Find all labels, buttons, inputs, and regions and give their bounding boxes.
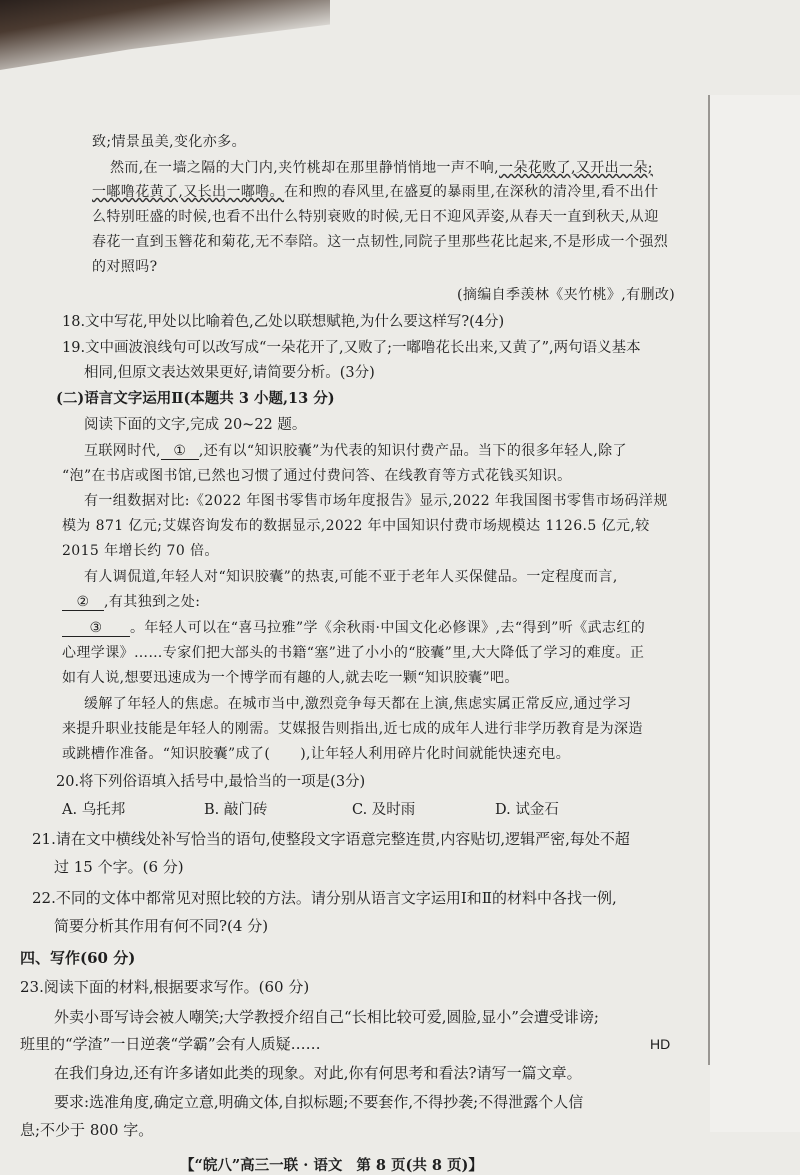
option-b: B. 敲门砖 [204, 802, 268, 818]
passage2-line [62, 617, 645, 637]
question-23: 23.阅读下面的材料,根据要求写作。(60 分) [20, 978, 310, 996]
passage-text: 或跳槽作准备。“知识胶囊”成了( [62, 746, 271, 762]
passage2-line: 模为 871 亿元;艾媒咨询发布的数据显示,2022 年中国知识付费市场规模达 1126.5 亿元,较 [62, 518, 650, 534]
passage-line: 致;情景虽美,变化亦多。 [92, 134, 246, 150]
question-20-options [62, 798, 559, 819]
passage-text: ),让年轻人利用碎片化时间就能快速充电。 [300, 746, 571, 762]
blank-3: ③ [62, 620, 130, 637]
passage2-line: “泡”在书店或图书馆,已然也习惯了通过付费问答、在线教育等方式花钱买知识。 [62, 468, 572, 484]
material-line: 外卖小哥写诗会被人嘲笑;大学教授介绍自己“长相比较可爱,圆脸,显小”会遭受诽谤; [54, 1008, 599, 1026]
passage-text: ,有其独到之处: [104, 594, 201, 610]
material-line: 在我们身边,还有许多诸如此类的现象。对此,你有何思考和看法?请写一篇文章。 [54, 1064, 582, 1082]
option-a: A. 乌托邦 [62, 802, 126, 818]
passage-text: 。年轻人可以在“喜马拉雅”学《余秋雨·中国文化必修课》,去“得到”听《武志红的 [130, 620, 646, 636]
blank-1: ① [161, 443, 199, 460]
blank-2: ② [62, 594, 104, 611]
page-footer [180, 1154, 483, 1175]
passage2-line: 有人调侃道,年轻人对“知识胶囊”的热衷,可能不亚于老年人买保健品。一定程度而言, [84, 569, 618, 585]
photo-shadow [0, 0, 330, 70]
question-22-line: 22.不同的文体中都常见对照比较的方法。请分别从语言文字运用Ⅰ和Ⅱ的材料中各找一例, [32, 889, 617, 907]
next-page-edge [710, 95, 800, 1132]
question-19-line: 19.文中画波浪线句可以改写成“一朵花开了,又败了;一嘟噜花长出来,又黄了”,两句语义基本 [62, 340, 641, 356]
section-4-title: 四、写作(60 分) [20, 949, 136, 967]
requirement-line: 息;不少于 800 字。 [20, 1121, 154, 1139]
material-line: 班里的“学渣”一日逆袭“学霸”会有人质疑…… [20, 1035, 321, 1053]
passage-text: 然而,在一墙之隔的大门内,夹竹桃却在那里静悄悄地一声不响, [110, 160, 499, 176]
footer-label: 【“皖八”高三一联 · 语文 [180, 1157, 343, 1174]
passage2-line [84, 440, 627, 460]
passage-source: (摘编自季羡林《夹竹桃》,有删改) [457, 287, 676, 303]
question-19-line: 相同,但原文表达效果更好,请简要分析。(3分) [84, 365, 375, 381]
wavy-underline-text: 一嘟噜花黄了,又长出一嘟噜。 [92, 184, 285, 200]
passage2-line [62, 591, 200, 611]
passage-line [92, 181, 659, 201]
question-21-line: 21.请在文中横线处补写恰当的语句,使整段文字语意完整连贯,内容贴切,逻辑严密,每处不超 [32, 830, 630, 848]
section-2-instruction: 阅读下面的文字,完成 20~22 题。 [84, 417, 307, 433]
passage-text: 互联网时代, [84, 443, 161, 459]
passage-line: 么特别旺盛的时候,也看不出什么特别衰败的时候,无日不迎风弄姿,从春天一直到秋天,从迎 [92, 209, 659, 225]
footer-code: HD [650, 1036, 671, 1052]
passage-line: 的对照吗? [92, 259, 158, 275]
question-18: 18.文中写花,甲处以比喻着色,乙处以联想赋艳,为什么要这样写?(4分) [62, 314, 505, 330]
section-2-title: (二)语言文字运用Ⅱ(本题共 3 小题,13 分) [56, 390, 335, 407]
passage-text: 在和煦的春风里,在盛夏的暴雨里,在深秋的清冷里,看不出什 [284, 184, 659, 200]
requirement-line: 要求:选准角度,确定立意,明确文体,自拟标题;不要套作,不得抄袭;不得泄露个人信 [54, 1093, 584, 1111]
passage-text: ,还有以“知识胶囊”为代表的知识付费产品。当下的很多年轻人,除了 [198, 443, 627, 459]
option-c: C. 及时雨 [352, 802, 416, 818]
passage2-line: 缓解了年轻人的焦虑。在城市当中,激烈竞争每天都在上演,焦虑实属正常反应,通过学习 [84, 696, 632, 712]
passage2-line [62, 743, 570, 763]
question-21-line: 过 15 个字。(6 分) [54, 858, 184, 876]
passage-line [110, 157, 653, 177]
wavy-underline-text: 一朵花败了,又开出一朵; [498, 160, 653, 176]
footer-page-number: 第 8 页(共 8 页)】 [356, 1157, 483, 1174]
page-fold-line [708, 95, 710, 1065]
passage2-line: 如有人说,想要迅速成为一个博学而有趣的人,就去吃一颗“知识胶囊”吧。 [62, 670, 519, 686]
question-20: 20.将下列俗语填入括号中,最恰当的一项是(3分) [56, 774, 366, 790]
passage-line: 春花一直到玉簪花和菊花,无不奉陪。这一点韧性,同院子里那些花比起来,不是形成一个强烈 [92, 234, 669, 250]
passage2-line: 有一组数据对比:《2022 年图书零售市场年度报告》显示,2022 年我国图书零售市场码洋规 [84, 493, 668, 509]
passage2-line: 2015 年增长约 70 倍。 [62, 543, 219, 559]
passage2-line: 来提升职业技能是年轻人的刚需。艾媒报告则指出,近七成的成年人进行非学历教育是为深造 [62, 721, 643, 737]
option-d: D. 试金石 [495, 802, 559, 818]
question-22-line: 简要分析其作用有何不同?(4 分) [54, 917, 269, 935]
passage2-line: 心理学课》……专家们把大部头的书籍“塞”进了小小的“胶囊”里,大大降低了学习的难度。正 [62, 645, 645, 661]
